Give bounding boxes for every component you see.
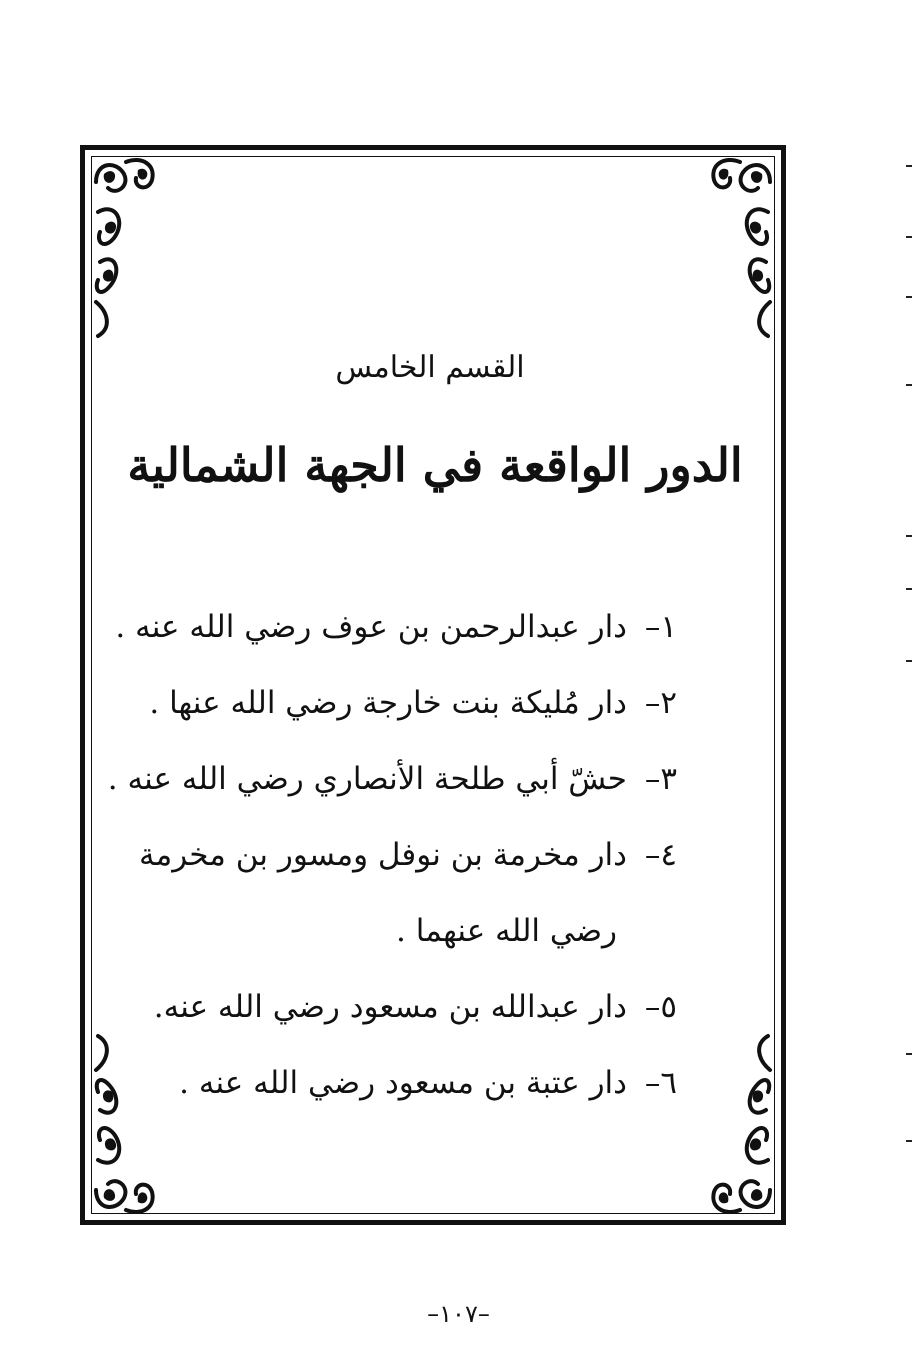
list-item (97, 684, 677, 722)
item-text: دار عتبة بن مسعود رضي الله عنه . (179, 1065, 627, 1101)
list-item (97, 1064, 677, 1102)
item-text: دار عبدالرحمن بن عوف رضي الله عنه . (115, 609, 627, 645)
list-item (97, 760, 677, 798)
ornamental-corner-icon (700, 152, 780, 342)
item-number: ٣– (644, 761, 677, 797)
item-number: ٦– (644, 1065, 677, 1101)
scan-mark (906, 384, 912, 386)
scan-mark (906, 296, 912, 298)
list-item (97, 988, 677, 1026)
houses-list (97, 608, 677, 1140)
item-number: ١– (644, 609, 677, 645)
item-text-continuation: رضي الله عنهما . (396, 913, 617, 949)
item-number: ٥– (644, 989, 677, 1025)
item-text: دار مخرمة بن نوفل ومسور بن مخرمة (138, 837, 627, 873)
scan-mark (906, 236, 912, 238)
ornamental-corner-icon (700, 1030, 780, 1220)
scan-mark (906, 1140, 912, 1142)
scan-mark (906, 588, 912, 590)
ornamental-corner-icon (86, 152, 166, 342)
item-text: دار عبدالله بن مسعود رضي الله عنه. (153, 989, 627, 1025)
item-number: ٤– (644, 837, 677, 873)
scan-mark (906, 1053, 912, 1055)
scan-mark (906, 535, 912, 537)
list-item (97, 608, 677, 646)
list-item (97, 836, 677, 950)
scan-mark (906, 165, 912, 167)
page-number: –١٠٧– (427, 1300, 490, 1328)
item-number: ٢– (644, 685, 677, 721)
item-text: دار مُليكة بنت خارجة رضي الله عنها . (149, 685, 627, 721)
item-text: حشّ أبي طلحة الأنصاري رضي الله عنه . (107, 761, 627, 797)
scan-mark (906, 660, 912, 662)
page-heading: الدور الواقعة في الجهة الشمالية (127, 438, 743, 492)
section-label: القسم الخامس (335, 350, 525, 385)
